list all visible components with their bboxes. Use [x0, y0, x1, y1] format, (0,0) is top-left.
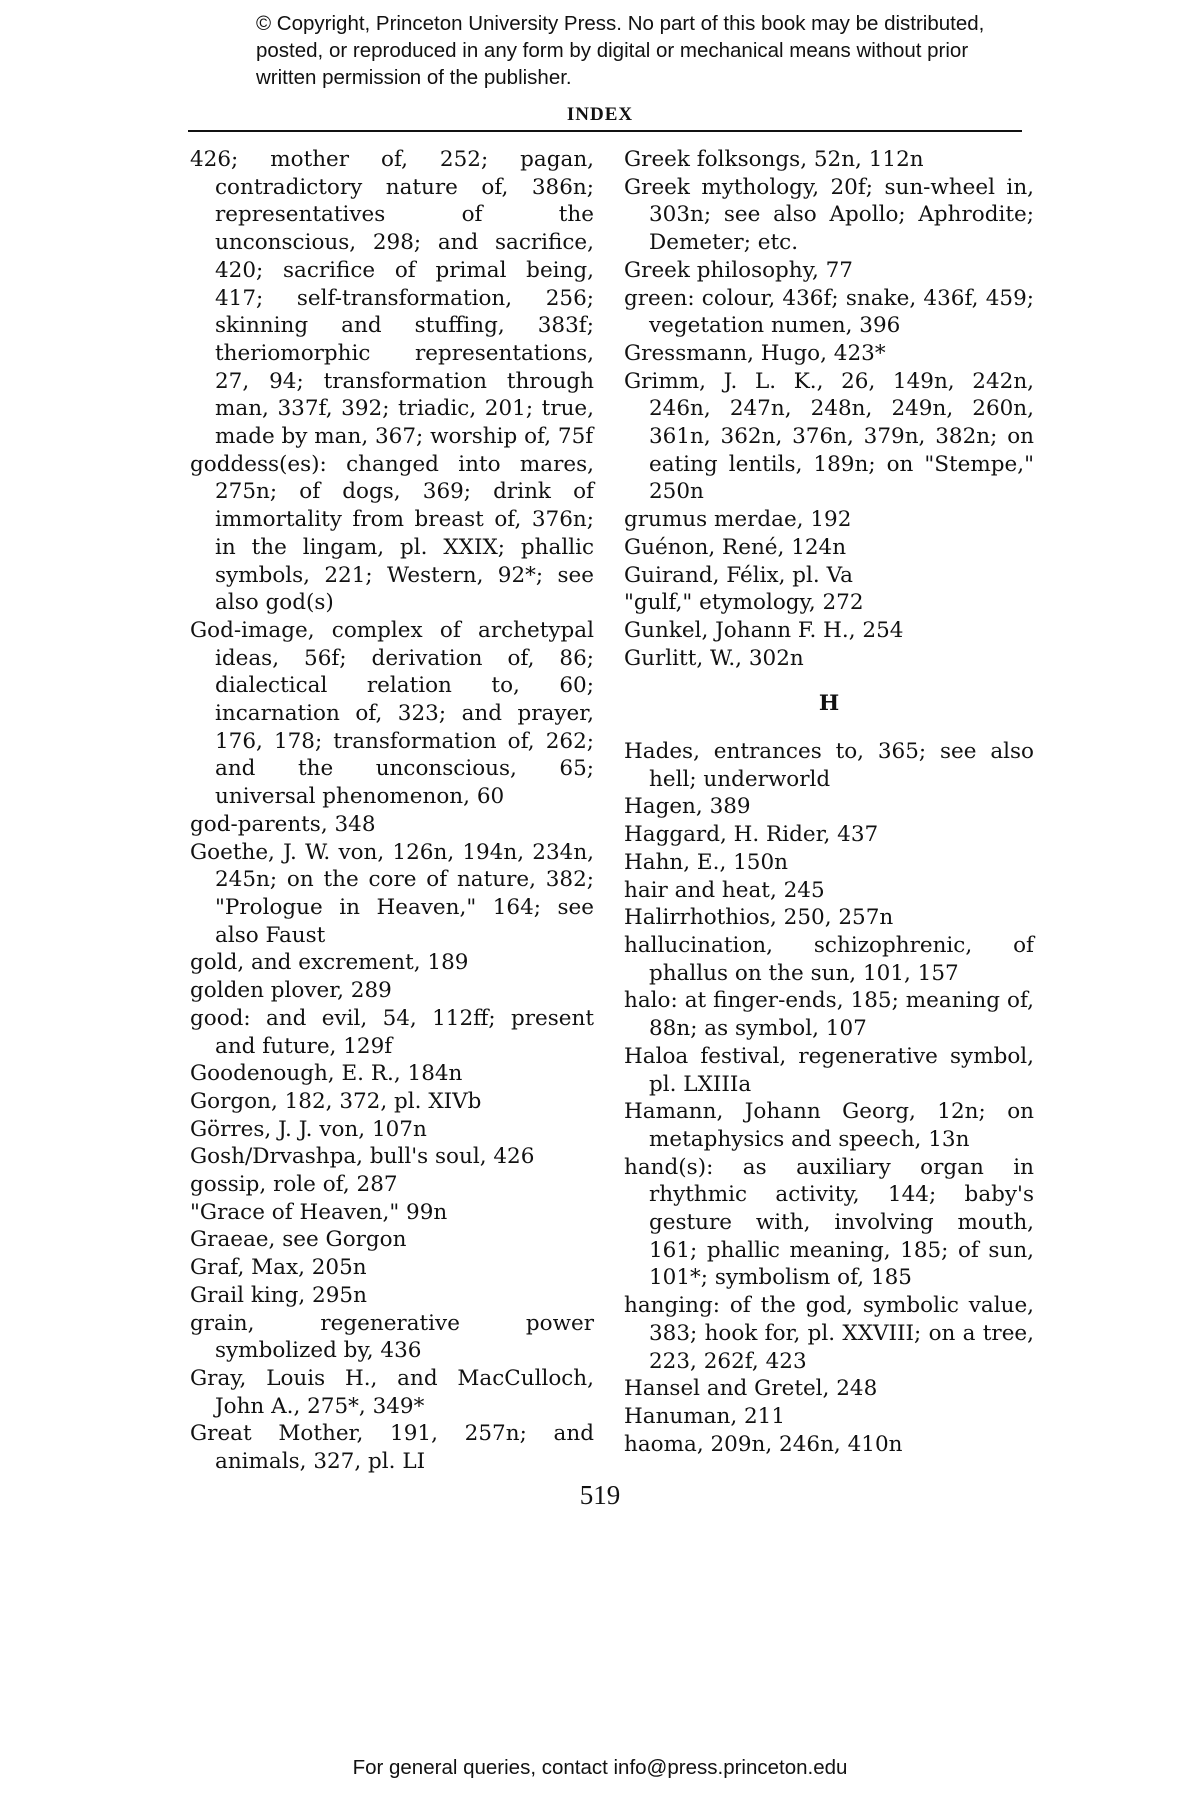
index-entry: hair and heat, 245	[624, 877, 825, 903]
index-entry: grumus merdae, 192	[624, 507, 852, 533]
index-entry: Gosh/Drvashpa, bull's soul, 426	[190, 1144, 535, 1170]
index-entry: Greek mythology, 20f; sun-wheel in, 303n; see also Apollo; Aphrodite; Demeter; etc.	[624, 174, 1034, 256]
index-entry: Gunkel, Johann F. H., 254	[624, 617, 904, 643]
index-entry: Guénon, René, 124n	[624, 534, 847, 560]
index-entry: Görres, J. J. von, 107n	[190, 1116, 427, 1142]
index-entry: Goethe, J. W. von, 126n, 194n, 234n, 245n; on the core of nature, 382; "Prologue in Heaven," 164; see also Faust	[190, 839, 594, 948]
copyright-notice: © Copyright, Princeton University Press. No part of this book may be distributed, posted, or reproduced in any form by digital or mechanical means without prior written permission of the publisher.	[256, 12, 985, 89]
index-entry: Great Mother, 191, 257n; and animals, 327, pl. LI	[190, 1421, 594, 1475]
index-entry: gossip, role of, 287	[190, 1172, 398, 1198]
index-entry: Graf, Max, 205n	[190, 1255, 367, 1281]
index-entry: Hamann, Johann Georg, 12n; on metaphysics and speech, 13n	[624, 1099, 1034, 1152]
index-entry: Gray, Louis H., and MacCulloch, John A., 275*, 349*	[190, 1365, 594, 1419]
index-entry: hand(s): as auxiliary organ in rhythmic activity, 144; baby's gesture with, involving mouth, 161; phallic meaning, 185; of sun, 101*; symbolism of, 185	[624, 1154, 1034, 1291]
section-letter: H	[818, 691, 840, 717]
index-entry: Graeae, see Gorgon	[190, 1227, 407, 1253]
index-entry: goddess(es): changed into mares, 275n; of dogs, 369; drink of immortality from breast of, 376n; in the lingam, pl. XXIX; phallic symbols, 221; Western, 92*; see also god(s)	[190, 451, 594, 616]
header-rule	[188, 130, 1022, 132]
footer-contact: For general queries, contact info@press.princeton.edu	[352, 1756, 848, 1779]
index-entry: halo: at finger-ends, 185; meaning of, 88n; as symbol, 107	[624, 988, 1034, 1042]
index-entry: Halirrhothios, 250, 257n	[624, 905, 894, 931]
index-entry: Gurlitt, W., 302n	[624, 645, 804, 671]
index-entry: Gorgon, 182, 372, pl. XIVb	[190, 1088, 482, 1114]
index-entry: Hagen, 389	[624, 794, 751, 820]
index-entry: Hansel and Gretel, 248	[624, 1376, 878, 1402]
index-entry: Haloa festival, regenerative symbol, pl. LXIIIa	[624, 1043, 1034, 1097]
index-entry: Goodenough, E. R., 184n	[190, 1061, 463, 1087]
index-entry: Hanuman, 211	[624, 1403, 786, 1429]
index-entry: Greek philosophy, 77	[624, 257, 853, 283]
index-entry: gold, and excrement, 189	[190, 950, 469, 976]
index-entry: Hades, entrances to, 365; see also hell; underworld	[624, 739, 1034, 792]
index-entry: Greek folksongs, 52n, 112n	[624, 147, 924, 172]
index-column-right	[624, 146, 1034, 1458]
index-entry: Grimm, J. L. K., 26, 149n, 242n, 246n, 247n, 248n, 249n, 260n, 361n, 362n, 376n, 379n, 382n; on eating lentils, 189n; on "Stempe," 250n	[624, 368, 1034, 505]
index-entry: golden plover, 289	[190, 978, 392, 1004]
running-header: INDEX	[566, 104, 634, 125]
index-entry: Grail king, 295n	[190, 1282, 367, 1308]
index-entry: green: colour, 436f; snake, 436f, 459; vegetation numen, 396	[624, 285, 1034, 339]
index-entry: hanging: of the god, symbolic value, 383; hook for, pl. XXVIII; on a tree, 223, 262f, 423	[624, 1293, 1034, 1374]
index-entry: God-image, complex of archetypal ideas, 56f; derivation of, 86; dialectical relation to, 60; incarnation of, 323; and prayer, 176, 178; transformation of, 262; and the unconscious, 65; universal phenomenon, 60	[190, 617, 594, 810]
index-entry: good: and evil, 54, 112ff; present and future, 129f	[190, 1005, 594, 1059]
index-entry: grain, regenerative power symbolized by, 436	[190, 1310, 594, 1364]
index-entry: hallucination, schizophrenic, of phallus on the sun, 101, 157	[624, 932, 1034, 986]
index-entry: "Grace of Heaven," 99n	[190, 1199, 448, 1225]
index-entry: 426; mother of, 252; pagan, contradictory nature of, 386n; representatives of the unconscious, 298; and sacrifice, 420; sacrifice of primal being, 417; self-transformation, 256; skinning and stuffing, 383f; theriomorphic representations, 27, 94; transformation through man, 337f, 392; triadic, 201; true, made by man, 367; worship of, 75f	[190, 147, 594, 450]
page-number: 519	[579, 1480, 621, 1510]
index-entry: haoma, 209n, 246n, 410n	[624, 1431, 903, 1457]
index-column-left	[190, 146, 594, 1476]
index-entry: god-parents, 348	[190, 811, 376, 837]
index-entry: Hahn, E., 150n	[624, 849, 789, 875]
index-entry: "gulf," etymology, 272	[624, 590, 864, 616]
index-entry: Guirand, Félix, pl. Va	[624, 562, 853, 588]
index-entry: Haggard, H. Rider, 437	[624, 822, 879, 848]
index-entry: Gressmann, Hugo, 423*	[624, 340, 886, 366]
